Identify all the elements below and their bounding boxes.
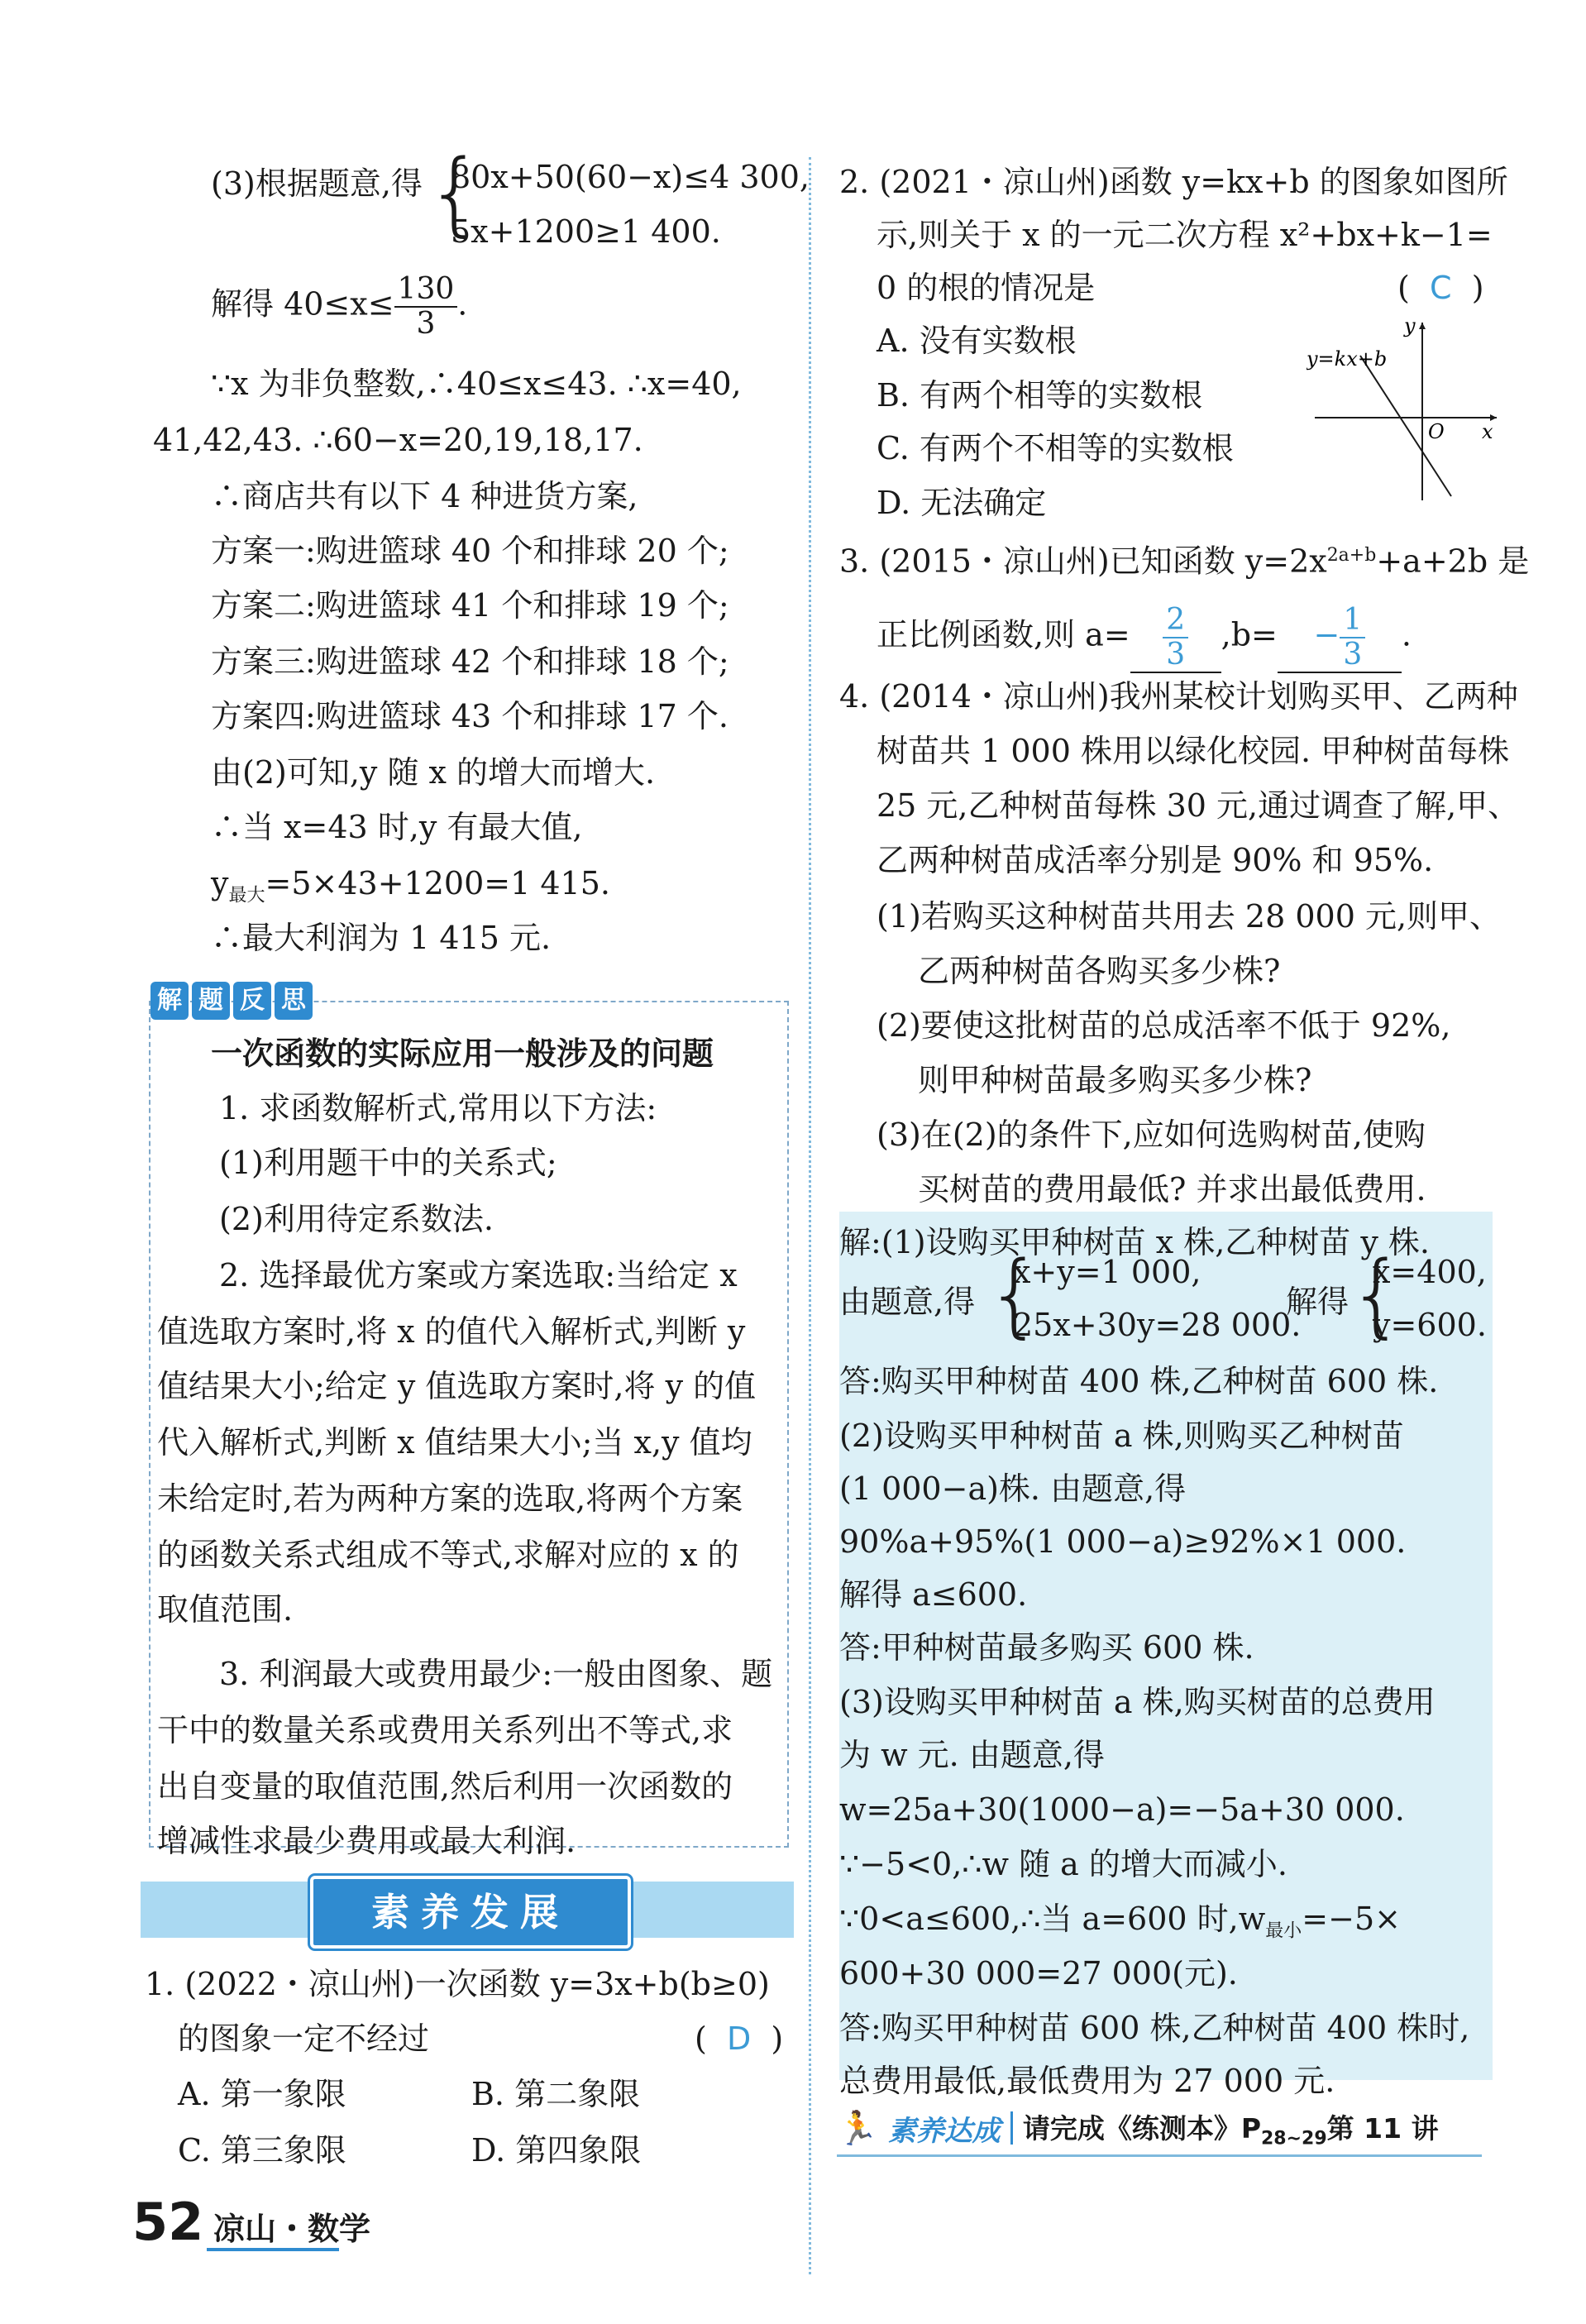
q3-blank-b (1278, 604, 1402, 673)
q2-option-b: B. 有两个相等的实数根 (877, 377, 1203, 414)
footer-underline (207, 2248, 339, 2251)
reflection-tag-1: 解 (150, 982, 189, 1020)
q1-answer: D (726, 2020, 752, 2057)
achievement-text-b: 第 11 讲 (1326, 2111, 1439, 2145)
graph-x-label: x (1482, 420, 1493, 443)
reflection-line-3: (2)利用待定系数法. (219, 1201, 494, 1237)
q3-blank-a (1130, 604, 1221, 673)
reflection-title: 一次函数的实际应用一般涉及的问题 (211, 1035, 714, 1072)
q3-b-num: 1 (1340, 604, 1365, 638)
q4-stem-6: 乙两种树苗各购买多少株? (918, 953, 1281, 989)
achievement-text (1023, 2107, 1439, 2149)
solution-line-8: 答:甲种树苗最多购买 600 株. (839, 1629, 1254, 1666)
left-line-4: 方案一:购进篮球 40 个和排球 20 个; (211, 533, 729, 569)
q3-exponent: 2a+b (1326, 545, 1377, 566)
q2-option-a: A. 没有实数根 (877, 323, 1077, 359)
q3-a-fraction (1163, 604, 1188, 672)
achievement-strip (837, 2105, 1439, 2151)
solution-solve-label: 解得 (1286, 1284, 1350, 1320)
solution-line-5: (1 000−a)株. 由题意,得 (839, 1470, 1187, 1507)
p3-label: (3)根据题意,得 (211, 165, 423, 202)
q3-b-fraction (1340, 604, 1365, 672)
solution-line-15: 答:购买甲种树苗 600 株,乙种树苗 400 株时, (839, 2010, 1470, 2046)
q2-stem-2: 示,则关于 x 的一元二次方程 x²+bx+k−1= (877, 217, 1493, 253)
q1-stem-1: 1. (2022・凉山州)一次函数 y=3x+b(b≥0) (145, 1966, 770, 2002)
solution-eq-2: 25x+30y=28 000. (1013, 1307, 1302, 1343)
graph-origin-label: O (1428, 420, 1445, 443)
left-line-9: ∴当 x=43 时,y 有最大值, (211, 809, 583, 845)
column-divider (809, 157, 811, 2274)
page-number: 52 (132, 2192, 204, 2252)
reflection-line-2: (1)利用题干中的关系式; (219, 1145, 557, 1181)
solution-line-4: (2)设购买甲种树苗 a 株,则购买乙种树苗 (839, 1418, 1404, 1454)
q1-option-b: B. 第二象限 (471, 2076, 641, 2112)
q3-a-num: 2 (1163, 604, 1188, 638)
left-line-3: ∴商店共有以下 4 种进货方案, (211, 478, 638, 514)
q2-answer: C (1429, 270, 1452, 306)
solve-prefix: 解得 40≤x≤ (211, 285, 394, 323)
q2-stem-1: 2. (2021・凉山州)函数 y=kx+b 的图象如图所 (839, 164, 1508, 200)
y-max-sub: 最大 (228, 885, 265, 906)
q2-option-c: C. 有两个不相等的实数根 (877, 430, 1234, 466)
solution-line-16: 总费用最低,最低费用为 27 000 元. (839, 2063, 1335, 2099)
q1-option-d: D. 第四象限 (471, 2132, 642, 2169)
q3-stem-2 (877, 604, 1412, 673)
q2-option-d: D. 无法确定 (877, 485, 1047, 521)
w-min-sub: 最小 (1265, 1920, 1302, 1942)
solve-den: 3 (416, 307, 436, 341)
q4-stem-5: (1)若购买这种树苗共用去 28 000 元,则甲、 (877, 898, 1502, 935)
q3-a-den: 3 (1166, 638, 1186, 672)
solve-suffix: . (457, 285, 468, 323)
reflection-line-13: 出自变量的取值范围,然后利用一次函数的 (157, 1768, 733, 1805)
solution-line-9: (3)设购买甲种树苗 a 株,购买树苗的总费用 (839, 1684, 1436, 1720)
section-banner-title: 素养发展 (310, 1876, 631, 1949)
q3-b-den: 3 (1343, 638, 1363, 672)
y-max-var: y (211, 865, 229, 901)
solution-line-13 (839, 1899, 1401, 1952)
achievement-logo: 素养达成 (887, 2114, 1001, 2148)
graph-line-label: y=kx+b (1307, 347, 1388, 371)
reflection-line-10: 取值范围. (157, 1591, 294, 1628)
y-max-rest: =5×43+1200=1 415. (265, 865, 610, 901)
reflection-line-7: 代入解析式,判断 x 值结果大小;当 x,y 值均 (157, 1424, 752, 1461)
left-line-1: ∵x 为非负整数,∴40≤x≤43. ∴x=40, (211, 366, 742, 402)
p3-eq2: 5x+1200≥1 400. (451, 213, 721, 250)
q3-stem-2b: ,b= (1221, 616, 1278, 653)
q1-option-a: A. 第一象限 (178, 2076, 346, 2112)
reflection-line-9: 的函数关系式组成不等式,求解对应的 x 的 (157, 1537, 739, 1573)
solution-line-10: 为 w 元. 由题意,得 (839, 1737, 1105, 1773)
runner-icon: 🏃 (837, 2109, 878, 2148)
reflection-line-8: 未给定时,若为两种方案的选取,将两个方案 (157, 1480, 743, 1517)
solution-line-1: 解:(1)设购买甲种树苗 x 株,乙种树苗 y 株. (839, 1224, 1431, 1260)
graph-y-label: y (1404, 314, 1416, 337)
q3-stem-1 (839, 536, 1529, 581)
q4-stem-2: 树苗共 1 000 株用以绿化校园. 甲种树苗每株 (877, 733, 1510, 769)
reflection-line-14: 增减性求最少费用或最大利润. (157, 1823, 576, 1859)
reflection-line-4: 2. 选择最优方案或方案选取:当给定 x (219, 1257, 738, 1294)
achievement-underline (837, 2154, 1482, 2157)
solution-line-2-label: 由题意,得 (839, 1284, 976, 1320)
system-brace: { (426, 140, 484, 246)
q3-b-sign: − (1313, 616, 1340, 653)
solve-line (211, 273, 467, 341)
reflection-line-5: 值选取方案时,将 x 的值代入解析式,判断 y (157, 1313, 746, 1350)
achievement-page-range: 28∼29 (1261, 2128, 1327, 2149)
q4-stem-1: 4. (2014・凉山州)我州某校计划购买甲、乙两种 (839, 678, 1518, 715)
q1-stem-2: 的图象一定不经过 (178, 2020, 430, 2057)
footer-subject: 凉山・数学 (213, 2211, 371, 2247)
left-line-2: 41,42,43. ∴60−x=20,19,18,17. (153, 422, 643, 458)
solve-num: 130 (394, 273, 458, 308)
solution-line-7: 解得 a≤600. (839, 1576, 1028, 1613)
q3-stem-1a: 3. (2015・凉山州)已知函数 y=2x (839, 543, 1327, 580)
q2-stem-3: 0 的根的情况是 (877, 270, 1096, 306)
q3-stem-2a: 正比例函数,则 a= (877, 616, 1130, 653)
solution-line-3: 答:购买甲种树苗 400 株,乙种树苗 600 株. (839, 1363, 1439, 1399)
p3-eq1: 80x+50(60−x)≤4 300, (451, 159, 810, 195)
q4-stem-8: 则甲种树苗最多购买多少株? (918, 1062, 1312, 1098)
reflection-tag-2: 题 (192, 982, 230, 1020)
reflection-tags (150, 982, 313, 1020)
q4-stem-10: 买树苗的费用最低? 并求出最低费用. (918, 1171, 1426, 1207)
solution-brace-2: { (1348, 1241, 1406, 1347)
solution-line-6: 90%a+95%(1 000−a)≥92%×1 000. (839, 1523, 1407, 1560)
left-line-5: 方案二:购进篮球 41 个和排球 19 个; (211, 587, 729, 624)
left-line-7: 方案四:购进篮球 43 个和排球 17 个. (211, 698, 729, 734)
solution-line-13a: ∵0<a≤600,∴当 a=600 时,w (839, 1901, 1266, 1937)
q1-answer-paren: ( D ) (695, 2020, 784, 2057)
left-line-10 (211, 863, 610, 916)
solution-line-11: w=25a+30(1000−a)=−5a+30 000. (839, 1791, 1405, 1828)
q4-stem-4: 乙两种树苗成活率分别是 90% 和 95%. (877, 842, 1434, 878)
solution-brace-1: { (986, 1241, 1044, 1347)
q2-graph (1307, 314, 1505, 504)
q4-stem-7: (2)要使这批树苗的总成活率不低于 92%, (877, 1007, 1451, 1044)
reflection-line-1: 1. 求函数解析式,常用以下方法: (219, 1090, 657, 1126)
reflection-tag-4: 思 (275, 982, 313, 1020)
left-line-11: ∴最大利润为 1 415 元. (211, 920, 552, 956)
solution-line-12: ∵−5<0,∴w 随 a 的增大而减小. (839, 1846, 1287, 1882)
q3-stem-1b: +a+2b 是 (1376, 543, 1530, 580)
left-line-6: 方案三:购进篮球 42 个和排球 18 个; (211, 643, 729, 680)
achievement-separator (1010, 2111, 1013, 2145)
solution-result-1: x=400, (1373, 1254, 1487, 1290)
achievement-text-a: 请完成《练测本》P (1022, 2111, 1261, 2145)
reflection-line-6: 值结果大小;给定 y 值选取方案时,将 y 的值 (157, 1368, 757, 1404)
solve-fraction (394, 273, 458, 341)
solution-result-2: y=600. (1373, 1307, 1487, 1343)
solution-line-14: 600+30 000=27 000(元). (839, 1955, 1238, 1992)
reflection-line-12: 干中的数量关系或费用关系列出不等式,求 (157, 1712, 733, 1748)
solution-eq-1: x+y=1 000, (1013, 1254, 1201, 1290)
reflection-line-11: 3. 利润最大或费用最少:一般由图象、题 (219, 1656, 773, 1692)
left-line-8: 由(2)可知,y 随 x 的增大而增大. (211, 754, 656, 791)
q4-stem-3: 25 元,乙种树苗每株 30 元,通过调查了解,甲、 (877, 787, 1520, 824)
reflection-tag-3: 反 (233, 982, 271, 1020)
q2-answer-paren: ( C ) (1397, 270, 1484, 306)
q4-stem-9: (3)在(2)的条件下,应如何选购树苗,使购 (877, 1117, 1426, 1153)
q1-option-c: C. 第三象限 (178, 2132, 346, 2169)
solution-line-13b: =−5× (1302, 1901, 1401, 1937)
graph-y-arrow (1419, 323, 1426, 329)
q3-stem-2c: . (1401, 616, 1412, 653)
